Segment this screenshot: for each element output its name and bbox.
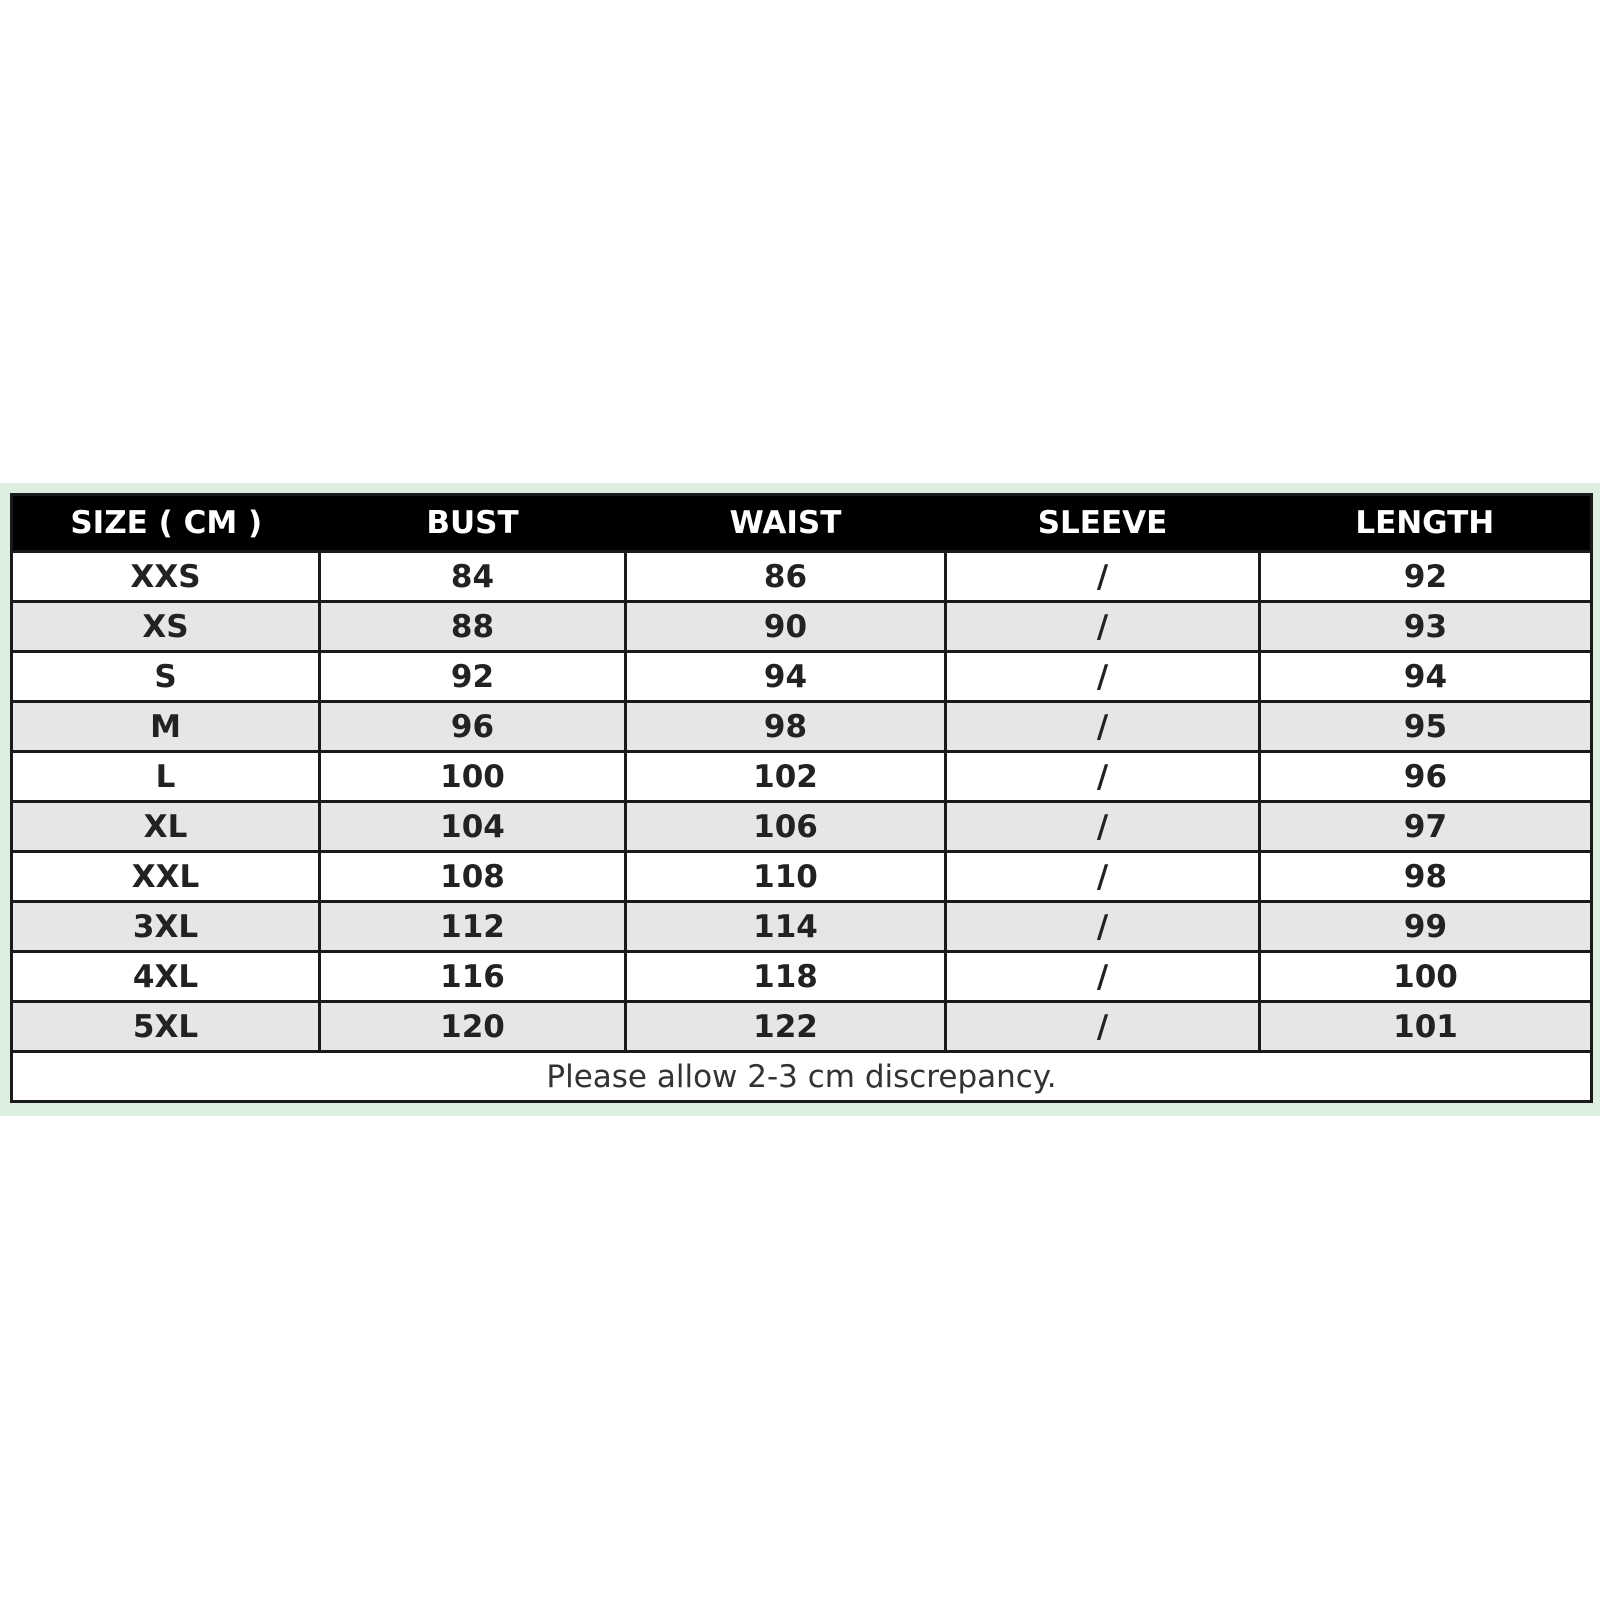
cell-waist: 106 xyxy=(626,802,946,852)
header-waist: WAIST xyxy=(626,495,946,552)
table-row xyxy=(12,602,1592,652)
cell-waist: 114 xyxy=(626,902,946,952)
cell-size: 3XL xyxy=(12,902,320,952)
cell-waist: 110 xyxy=(626,852,946,902)
cell-bust: 84 xyxy=(320,552,626,602)
table-header xyxy=(12,495,1592,552)
cell-waist: 94 xyxy=(626,652,946,702)
cell-bust: 96 xyxy=(320,702,626,752)
header-size: SIZE ( CM ) xyxy=(12,495,320,552)
cell-bust: 88 xyxy=(320,602,626,652)
cell-length: 99 xyxy=(1260,902,1592,952)
table-footer xyxy=(12,1052,1592,1102)
cell-size: 5XL xyxy=(12,1002,320,1052)
cell-sleeve: / xyxy=(946,652,1260,702)
cell-size: XS xyxy=(12,602,320,652)
table-body xyxy=(12,552,1592,1052)
cell-sleeve: / xyxy=(946,602,1260,652)
cell-bust: 116 xyxy=(320,952,626,1002)
table-row xyxy=(12,652,1592,702)
header-length: LENGTH xyxy=(1260,495,1592,552)
cell-waist: 102 xyxy=(626,752,946,802)
cell-size: L xyxy=(12,752,320,802)
cell-bust: 108 xyxy=(320,852,626,902)
cell-length: 96 xyxy=(1260,752,1592,802)
cell-length: 100 xyxy=(1260,952,1592,1002)
table-row xyxy=(12,752,1592,802)
cell-waist: 98 xyxy=(626,702,946,752)
cell-size: XL xyxy=(12,802,320,852)
table-row xyxy=(12,702,1592,752)
header-bust: BUST xyxy=(320,495,626,552)
cell-sleeve: / xyxy=(946,802,1260,852)
cell-waist: 122 xyxy=(626,1002,946,1052)
cell-length: 94 xyxy=(1260,652,1592,702)
cell-waist: 118 xyxy=(626,952,946,1002)
cell-sleeve: / xyxy=(946,702,1260,752)
table-row xyxy=(12,952,1592,1002)
cell-bust: 104 xyxy=(320,802,626,852)
cell-sleeve: / xyxy=(946,952,1260,1002)
cell-size: 4XL xyxy=(12,952,320,1002)
cell-size: M xyxy=(12,702,320,752)
cell-waist: 90 xyxy=(626,602,946,652)
cell-size: XXL xyxy=(12,852,320,902)
header-row xyxy=(12,495,1592,552)
cell-length: 92 xyxy=(1260,552,1592,602)
cell-length: 95 xyxy=(1260,702,1592,752)
cell-size: XXS xyxy=(12,552,320,602)
discrepancy-note: Please allow 2-3 cm discrepancy. xyxy=(12,1052,1592,1102)
table-row xyxy=(12,802,1592,852)
cell-size: S xyxy=(12,652,320,702)
cell-sleeve: / xyxy=(946,1002,1260,1052)
cell-sleeve: / xyxy=(946,752,1260,802)
header-sleeve: SLEEVE xyxy=(946,495,1260,552)
cell-length: 98 xyxy=(1260,852,1592,902)
table-row xyxy=(12,902,1592,952)
cell-bust: 112 xyxy=(320,902,626,952)
table-row xyxy=(12,1002,1592,1052)
cell-sleeve: / xyxy=(946,552,1260,602)
cell-sleeve: / xyxy=(946,852,1260,902)
table-row xyxy=(12,552,1592,602)
cell-bust: 100 xyxy=(320,752,626,802)
cell-bust: 92 xyxy=(320,652,626,702)
cell-bust: 120 xyxy=(320,1002,626,1052)
size-chart-table xyxy=(10,493,1593,1103)
cell-waist: 86 xyxy=(626,552,946,602)
cell-sleeve: / xyxy=(946,902,1260,952)
footer-row xyxy=(12,1052,1592,1102)
cell-length: 101 xyxy=(1260,1002,1592,1052)
cell-length: 93 xyxy=(1260,602,1592,652)
table-row xyxy=(12,852,1592,902)
cell-length: 97 xyxy=(1260,802,1592,852)
